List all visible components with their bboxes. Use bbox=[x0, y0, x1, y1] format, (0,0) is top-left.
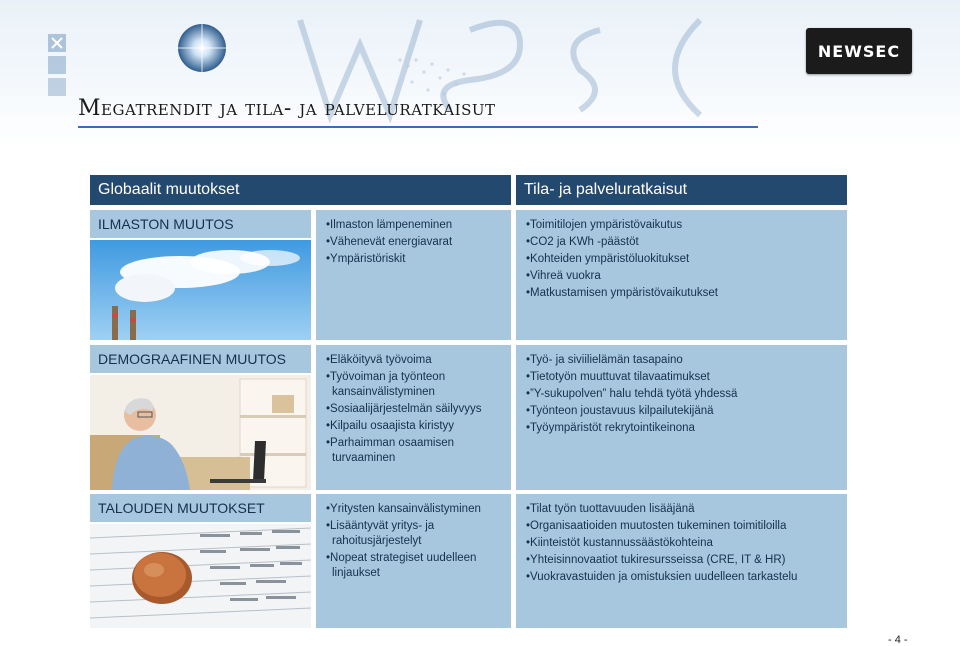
list-item: • Työ- ja siviilielämän tasapaino bbox=[526, 353, 841, 368]
list-item: • Kiinteistöt kustannussäästökohteina bbox=[526, 536, 841, 551]
list-item: • Tietotyön muuttuvat tilavaatimukset bbox=[526, 370, 841, 385]
list-item: • Vuokravastuiden ja omistuksien uudelleen tarkastelu bbox=[526, 570, 841, 585]
list-item: • Ympäristöriskit bbox=[326, 252, 505, 267]
solutions-economic bbox=[516, 494, 847, 628]
list-item: • Parhaimman osaamisen turvaaminen bbox=[326, 436, 505, 466]
slide-title: Megatrendit ja tila- ja palveluratkaisut bbox=[78, 96, 496, 121]
list-item: • Kilpailu osaajista kiristyy bbox=[326, 419, 505, 434]
list-item: • Eläköityvä työvoima bbox=[326, 353, 505, 368]
category-label: ILMASTON MUUTOS bbox=[90, 210, 311, 238]
category-label: TALOUDEN MUUTOKSET bbox=[90, 494, 311, 522]
list-item: • Yhteisinnovaatiot tukiresursseissa (CRE, IT & HR) bbox=[526, 553, 841, 568]
list-item: • Työnteon joustavuus kilpailutekijänä bbox=[526, 404, 841, 419]
changes-climate bbox=[316, 210, 511, 340]
solutions-demographic bbox=[516, 345, 847, 490]
solutions-climate bbox=[516, 210, 847, 340]
list-item: • Työvoiman ja työnteon kansainvälistyminen bbox=[326, 370, 505, 400]
list-item: • Toimitilojen ympäristövaikutus bbox=[526, 218, 841, 233]
category-climate bbox=[90, 210, 311, 340]
category-label: DEMOGRAAFINEN MUUTOS bbox=[90, 345, 311, 373]
list-item: • Nopeat strategiset uudelleen linjaukset bbox=[326, 551, 505, 581]
coin-stock-image bbox=[90, 524, 311, 628]
list-item: • Sosiaalijärjestelmän säilyvyys bbox=[326, 402, 505, 417]
list-item: • Tilat työn tuottavuuden lisääjänä bbox=[526, 502, 841, 517]
list-item: • ”Y-sukupolven” halu tehdä työtä yhdessä bbox=[526, 387, 841, 402]
list-item: • Vihreä vuokra bbox=[526, 269, 841, 284]
changes-economic bbox=[316, 494, 511, 628]
list-item: • Yritysten kansainvälistyminen bbox=[326, 502, 505, 517]
changes-demographic bbox=[316, 345, 511, 490]
list-item: • Kohteiden ympäristöluokitukset bbox=[526, 252, 841, 267]
title-rule bbox=[78, 126, 758, 128]
header-space-solutions: Tila- ja palveluratkaisut bbox=[516, 175, 847, 205]
list-item: • Ilmaston lämpeneminen bbox=[326, 218, 505, 233]
list-item: • Vähenevät energiavarat bbox=[326, 235, 505, 250]
category-economic bbox=[90, 494, 311, 628]
smokestack-image bbox=[90, 240, 311, 340]
list-item: • Lisääntyvät yritys- ja rahoitusjärjestelyt bbox=[326, 519, 505, 549]
page-number: - 4 - bbox=[888, 634, 908, 646]
category-demographic bbox=[90, 345, 311, 490]
elderly-man-image bbox=[90, 375, 311, 490]
newsec-logo: NEWSEC bbox=[806, 28, 912, 74]
list-item: • Työympäristöt rekrytointikeinona bbox=[526, 421, 841, 436]
list-item: • Matkustamisen ympäristövaikutukset bbox=[526, 286, 841, 301]
list-item: • CO2 ja KWh -päästöt bbox=[526, 235, 841, 250]
list-item: • Organisaatioiden muutosten tukeminen toimitiloilla bbox=[526, 519, 841, 534]
header-global-changes: Globaalit muutokset bbox=[90, 175, 511, 205]
